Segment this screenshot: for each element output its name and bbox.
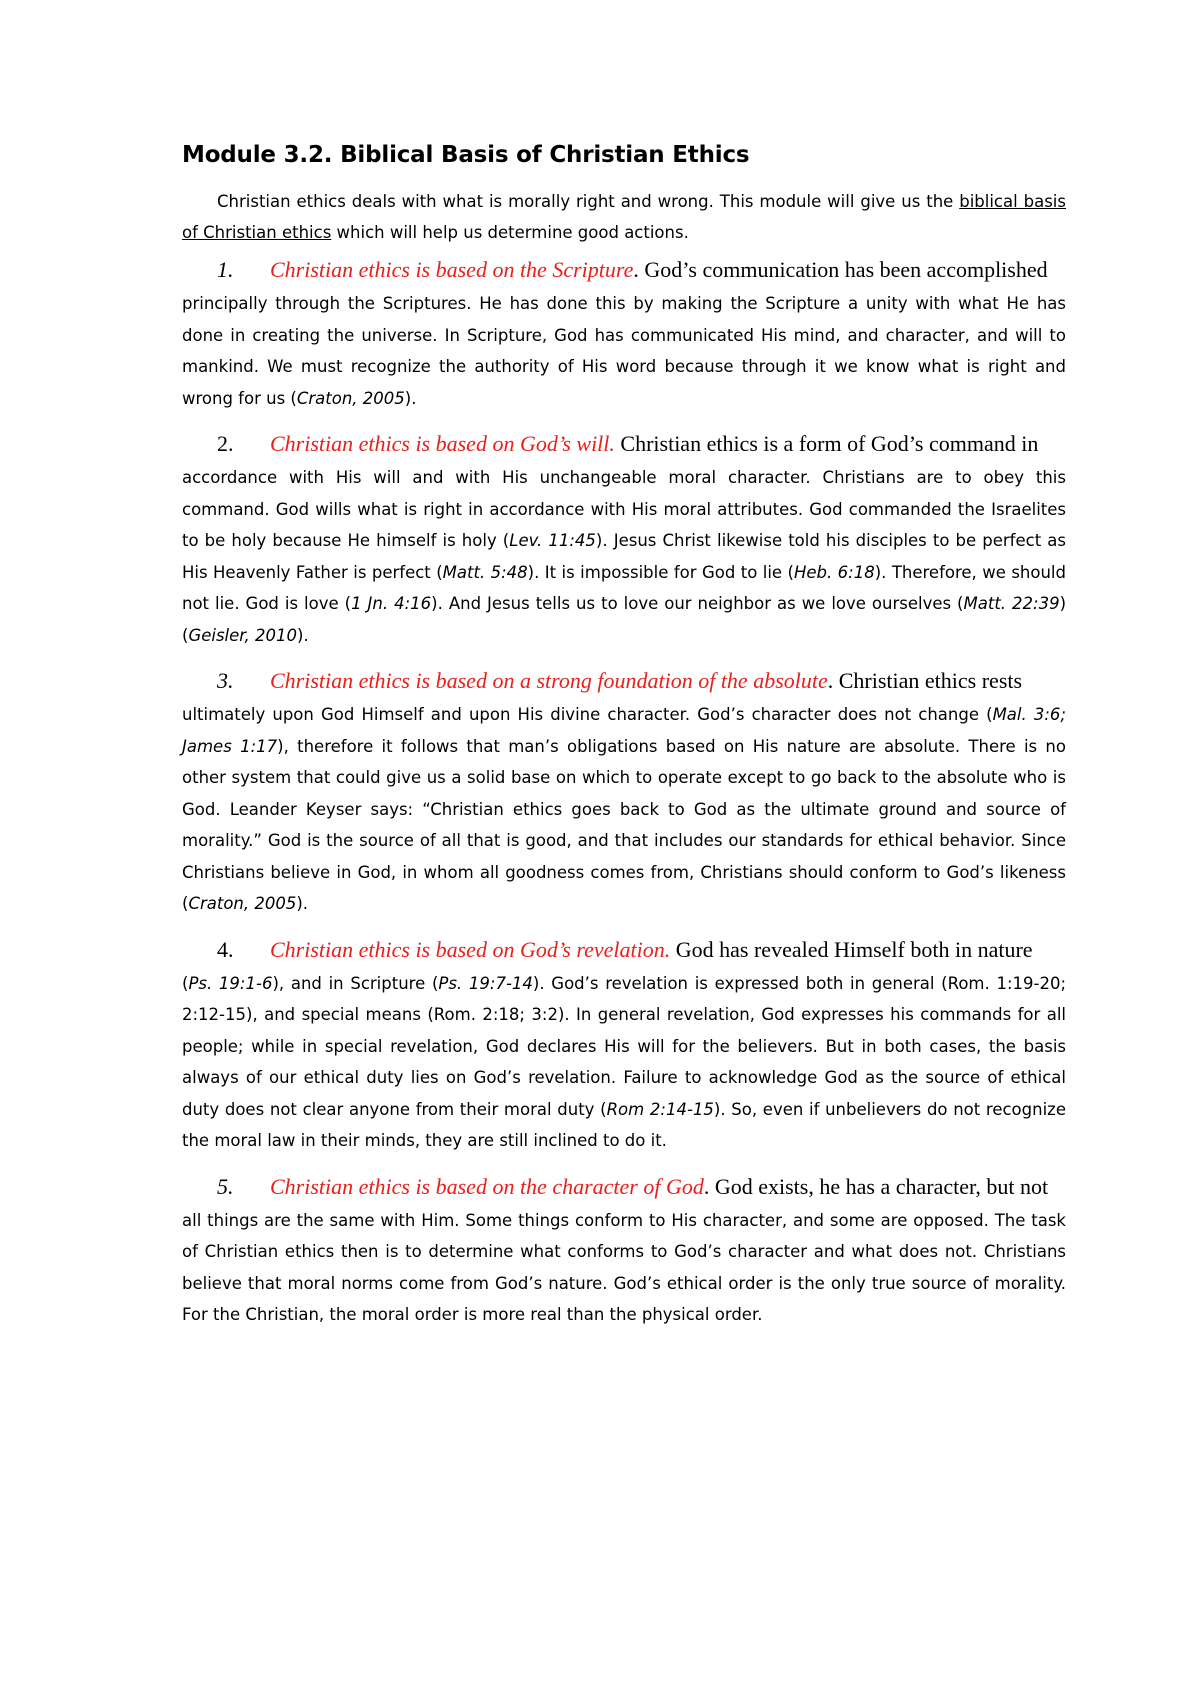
citation: Rom 2:14-15 [606,1099,714,1119]
principle-statement: Christian ethics is based on God’s will. [270,431,615,456]
body-text: ). God’s revelation is expressed both in general (Rom. 1:19-20; 2:12-15), and special means (Rom. 2:18; 3:2). In general revelation, God expresses his commands for all people; while in special revelation, God declares His will for the believers. But in both cases, the basis always of our ethical duty lies on God’s revelation. Failure to acknowledge God as the source of ethical duty does not clear anyone from their moral duty ( [182,973,1067,1119]
heading-continuation: Christian ethics is a form of God’s command in [614,431,1039,456]
heading-continuation: . God’s communication has been accomplished [633,257,1048,282]
basis-body-paragraph [182,968,1066,1157]
body-text: accordance with His will and with His unchangeable moral character. Christians are to obey this command. God wills what is right in accordance with His moral attributes. God commanded the Israelites to be holy because He himself is holy ( [182,468,1066,550]
body-text: ). [296,894,309,913]
basis-heading [182,1171,1066,1203]
principle-statement: Christian ethics is based on the character of God [270,1173,704,1199]
body-text: ). It is impossible for God to lie ( [527,562,794,582]
heading-continuation: . Christian ethics rests [827,668,1023,693]
principle-statement: Christian ethics is based on God’s revelation. [270,936,671,962]
item-number: 5. [217,1173,234,1199]
body-text: all things are the same with Him. Some things conform to His character, and some are opposed. The task of Christian ethics then is to determine what conforms to God’s character and what does not. Christians believe that moral norms come from God’s nature. God’s ethical order is the only true source of morality. For the Christian, the moral order is more real than the physical order. [182,1210,1066,1324]
body-text: ( [182,973,189,993]
basis-heading [182,934,1066,966]
body-text: ). Therefore, we should not lie. God is love ( [182,562,1066,613]
citation: Ps. 19:7-14 [438,973,533,993]
heading-continuation: . God exists, he has a character, but not [703,1173,1049,1199]
principle-statement: Christian ethics is based on a strong foundation of the absolute [270,668,828,693]
citation: Heb. 6:18 [793,562,875,582]
body-text: ), therefore it follows that man’s obligations based on His nature are absolute. There is no other system that could give us a solid base on which to operate except to go back to the absolute who is God. Leander Keyser says: “Christian ethics goes back to God as the ultimate ground and source of morality.” God is the source of all that is good, and that includes our standards for ethical behavior. Since Christians believe in God, in whom all goodness comes from, Christians should conform to God’s likeness ( [182,736,1066,913]
basis-list [182,254,1066,1331]
item-number: 3. [217,668,234,693]
body-text: ). Jesus Christ likewise told his disciples to be perfect as His Heavenly Father is perfect ( [182,531,1066,582]
body-text: principally through the Scriptures. He has done this by making the Scripture a unity with what He has done in creating the universe. In Scripture, God has communicated His mind, and character, and will to mankind. We must recognize the authority of His word because through it we know what is right and wrong for us ( [182,294,1066,408]
intro-underlined-phrase: biblical basis of Christian ethics [182,192,1066,242]
basis-heading [182,428,1066,460]
module-title: Module 3.2. Biblical Basis of Christian Ethics [182,142,750,168]
citation: Matt. 5:48 [442,562,528,582]
basis-body-paragraph [182,462,1066,651]
basis-heading [182,254,1066,286]
body-text: ) ( [182,594,1067,645]
item-number: 1. [217,257,234,282]
document-content [182,140,1066,1345]
body-text: ). And Jesus tells us to love our neighbor as we love ourselves ( [431,594,964,613]
citation: Matt. 22:39 [963,594,1060,613]
body-text: ), and in Scripture ( [272,973,439,993]
body-text: ). So, even if unbelievers do not recognize the moral law in their minds, they are still inclined to do it. [182,1099,1066,1150]
body-text: ultimately upon God Himself and upon His divine character. God’s character does not change ( [182,705,993,724]
citation: 1 Jn. 4:16 [351,594,432,613]
basis-body-paragraph [182,1205,1066,1331]
citation: Lev. 11:45 [509,531,596,550]
basis-item [182,665,1066,920]
basis-body-paragraph [182,288,1066,414]
heading-text [270,665,1066,697]
heading-text [270,934,1066,966]
body-text: ). [297,625,309,645]
basis-item [182,428,1066,651]
basis-item [182,934,1066,1157]
principle-statement: Christian ethics is based on the Scripture [270,257,634,282]
heading-text [270,254,1066,286]
heading-text [270,428,1066,460]
intro-paragraph [182,186,1066,248]
citation: Craton, 2005 [296,388,405,408]
intro-text-a: Christian ethics deals with what is morally right and wrong. This module will give us the [217,192,960,211]
body-text: ). [404,388,417,408]
basis-item [182,254,1066,414]
basis-heading [182,665,1066,697]
basis-item [182,1171,1066,1331]
intro-text-b: which will help us determine good actions. [331,223,689,242]
heading-text [270,1171,1066,1203]
citation: Geisler, 2010 [188,625,298,645]
citation: Ps. 19:1-6 [188,973,273,993]
citation: Craton, 2005 [188,894,297,913]
item-number: 2. [217,431,234,456]
basis-body-paragraph [182,699,1066,920]
item-number: 4. [217,936,234,962]
heading-continuation: God has revealed Himself both in nature [670,936,1033,962]
citation: Mal. 3:6; James 1:17 [182,705,1066,756]
